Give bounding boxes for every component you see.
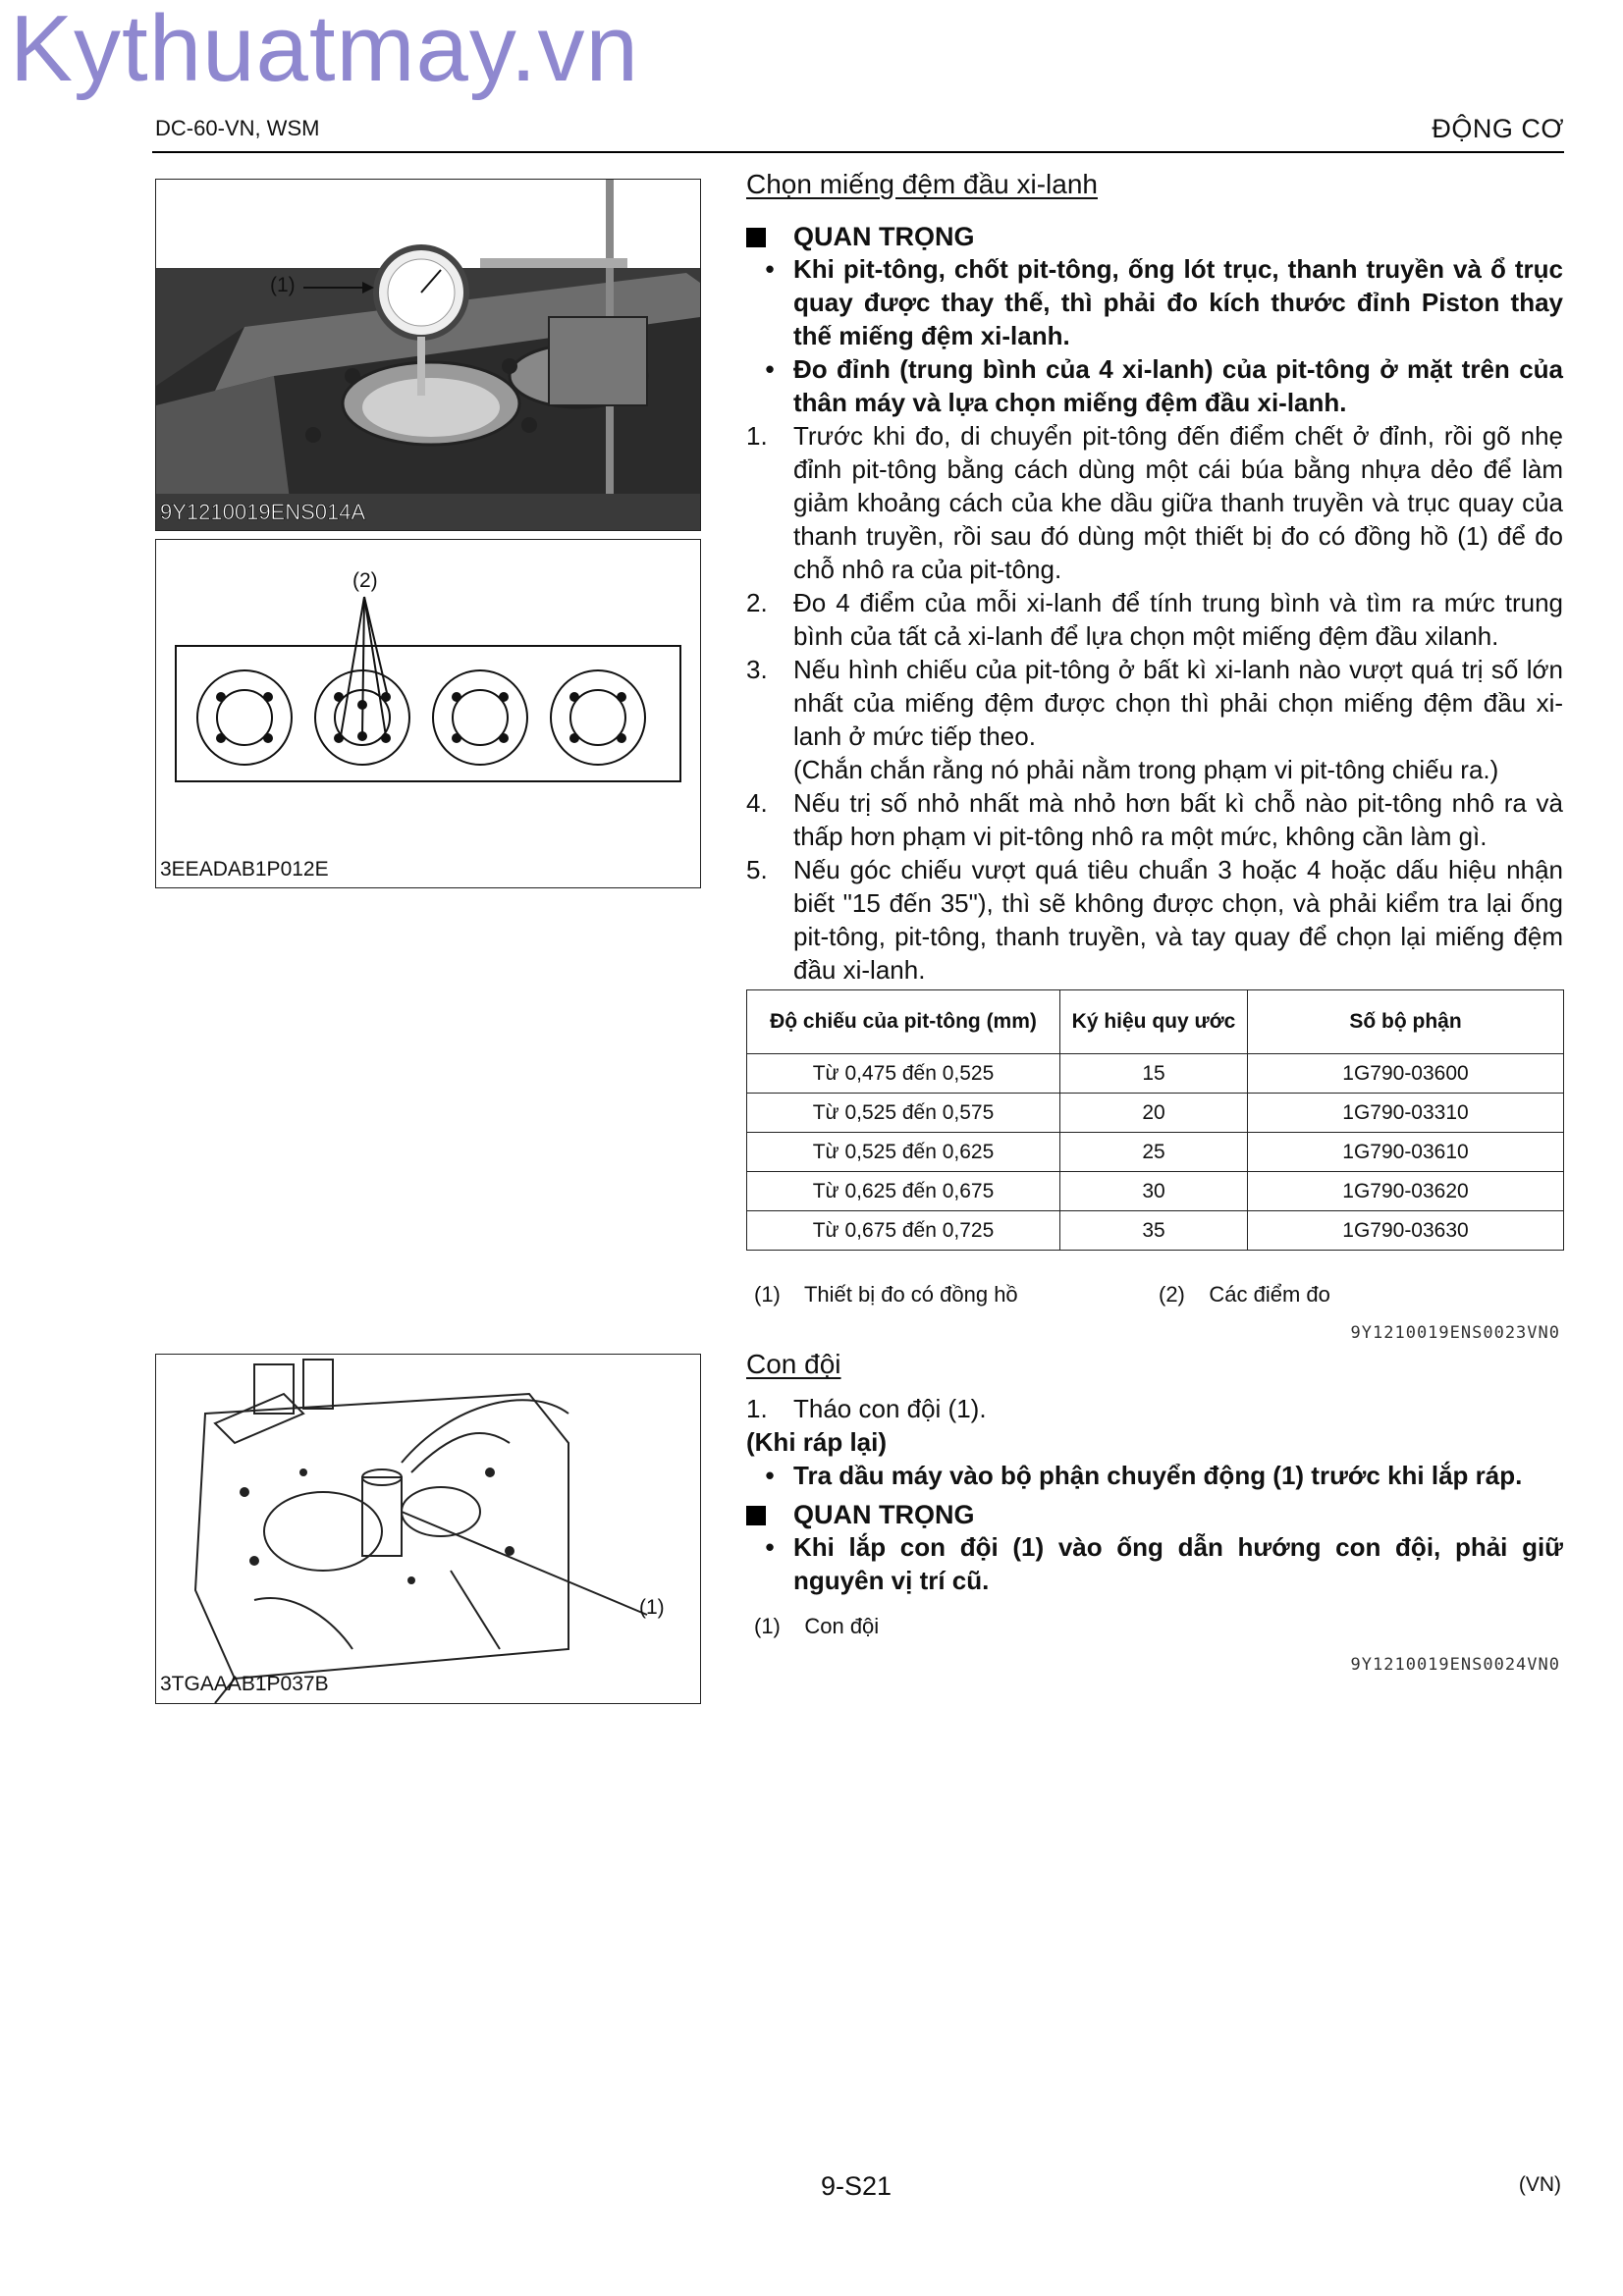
step-text: Đo 4 điểm của mỗi xi-lanh để tính trung bình và tìm ra mức trung bình của tất cả xi-lanh để lựa chọn một miếng đệm đầu xilanh.	[793, 588, 1563, 651]
legend-item	[1159, 1282, 1330, 1308]
table-row	[747, 1133, 1564, 1172]
step-text: Nếu hình chiếu của pit-tông ở bất kì xi-lanh nào vượt quá trị số lớn nhất của miếng đệm được chọn thì phải chọn miếng đệm đầu xi-lanh ở mức tiếp theo.	[793, 655, 1563, 751]
cell-part-number: 1G790-03600	[1248, 1054, 1564, 1094]
dial-gauge-illustration	[156, 180, 700, 530]
cell-code: 25	[1060, 1133, 1248, 1172]
figure-callout-1: (1)	[639, 1596, 665, 1619]
step-item	[746, 853, 1563, 987]
step-number: 3.	[746, 655, 768, 684]
square-bullet-icon	[746, 228, 766, 247]
section1-body	[746, 252, 1563, 987]
section-title-cylinder-head-gasket: Chọn miếng đệm đầu xi-lanh	[746, 169, 1098, 199]
figure-dial-gauge	[155, 179, 701, 531]
step-number: 4.	[746, 788, 768, 818]
step-text: Nếu góc chiếu vượt quá tiêu chuẩn 3 hoặc 4 hoặc dấu hiệu nhận biết "15 đến 35"), thì sẽ không được chọn, và phải kiểm tra lại ống pit-tông, pit-tông, thanh truyền, và tay quay để chọn lại miếng đệm đầu xi-lanh.	[793, 855, 1563, 985]
legend-item	[754, 1282, 1018, 1308]
document-code: 9Y1210019ENS0024VN0	[1350, 1655, 1560, 1675]
figure-callout-2: (2)	[352, 569, 378, 592]
col-header-code: Ký hiệu quy ước	[1060, 990, 1248, 1054]
bullet-dot-icon: •	[765, 1461, 775, 1490]
col-header-part-number: Số bộ phận	[1248, 990, 1564, 1054]
col-header-projection: Độ chiếu của pit-tông (mm)	[747, 990, 1060, 1054]
page-number: 9-S21	[821, 2171, 893, 2201]
legend-number: (2)	[1159, 1282, 1185, 1307]
bullet-text: Tra dầu máy vào bộ phận chuyển động (1) trước khi lắp ráp.	[793, 1461, 1523, 1490]
header-chapter-title: ĐỘNG CƠ	[1432, 114, 1564, 143]
cell-part-number: 1G790-03610	[1248, 1133, 1564, 1172]
step-item	[746, 586, 1563, 653]
figure-measuring-points	[155, 539, 701, 888]
important-bullet	[746, 352, 1563, 419]
legend-text: Thiết bị đo có đồng hồ	[803, 1282, 1018, 1307]
section-title-tappet: Con đội	[746, 1349, 841, 1379]
cell-code: 20	[1060, 1094, 1248, 1133]
section2-important-body	[746, 1530, 1563, 1597]
reassembly-bullet	[746, 1459, 1563, 1492]
bullet-dot-icon: •	[765, 354, 775, 384]
table-row	[747, 1211, 1564, 1251]
figure-callout-1: (1)	[270, 274, 296, 296]
legend-number: (1)	[754, 1282, 781, 1307]
table-row	[747, 1172, 1564, 1211]
step-content	[793, 653, 1563, 786]
legend-text: Các điểm đo	[1209, 1282, 1330, 1307]
cell-projection: Từ 0,625 đến 0,675	[747, 1172, 1060, 1211]
language-code: (VN)	[1518, 2173, 1561, 2196]
step-note: (Chắn chắn rằng nó phải nằm trong phạm vi pit-tông chiếu ra.)	[793, 755, 1499, 784]
document-code: 9Y1210019ENS0023VN0	[1350, 1323, 1560, 1343]
important-bullet	[746, 252, 1563, 352]
step-item	[746, 419, 1563, 586]
important-bullet	[746, 1530, 1563, 1597]
cell-projection: Từ 0,525 đến 0,575	[747, 1094, 1060, 1133]
important-label: QUAN TRỌNG	[793, 222, 975, 251]
step-number: 2.	[746, 588, 768, 617]
bullet-text: Khi pit-tông, chốt pit-tông, ống lót trục, thanh truyền và ổ trục quay được thay thế, thì phải đo kích thước đỉnh Piston thay thế miếng đệm xi-lanh.	[793, 254, 1563, 350]
table-row	[747, 1094, 1564, 1133]
step-item	[746, 786, 1563, 853]
legend-text: Con đội	[804, 1614, 880, 1638]
figure-caption: 3TGAAAB1P037B	[160, 1673, 329, 1695]
figure-caption: 9Y1210019ENS014A	[160, 500, 366, 524]
step-text: Trước khi đo, di chuyển pit-tông đến điểm chết ở đỉnh, rồi gõ nhẹ đỉnh pit-tông bằng cách dùng một cái búa bằng nhựa dẻo để làm giảm khoảng cách của khe dầu giữa thanh truyền và trục quay của thanh truyền, rồi sau đó dùng một thiết bị đo có đồng hồ (1) để đo chỗ nhô ra của pit-tông.	[793, 421, 1563, 584]
step-text: Nếu trị số nhỏ nhất mà nhỏ hơn bất kì chỗ nào pit-tông nhô ra và thấp hơn phạm vi pit-tông nhô ra một mức, không cần làm gì.	[793, 788, 1563, 851]
important-notice	[746, 1500, 1563, 1530]
bullet-text: Khi lắp con đội (1) vào ống dẫn hướng con đội, phải giữ nguyên vị trí cũ.	[793, 1532, 1563, 1595]
legend-number: (1)	[754, 1614, 781, 1638]
table-row	[747, 1054, 1564, 1094]
watermark: Kythuatmay.vn	[10, 0, 639, 101]
cell-code: 35	[1060, 1211, 1248, 1251]
cell-projection: Từ 0,475 đến 0,525	[747, 1054, 1060, 1094]
tappet-illustration	[156, 1355, 700, 1703]
step-number: 1.	[746, 1394, 768, 1423]
cell-part-number: 1G790-03620	[1248, 1172, 1564, 1211]
header-rule	[152, 151, 1564, 153]
table-header-row	[747, 990, 1564, 1054]
bullet-text: Đo đỉnh (trung bình của 4 xi-lanh) của pit-tông ở mặt trên của thân máy và lựa chọn miếng đệm đầu xi-lanh.	[793, 354, 1563, 417]
gasket-selection-table	[746, 989, 1564, 1251]
important-label: QUAN TRỌNG	[793, 1500, 975, 1529]
step-text: Tháo con đội (1).	[793, 1394, 987, 1423]
figure-tappet	[155, 1354, 701, 1704]
legend-item	[754, 1614, 879, 1639]
cell-part-number: 1G790-03630	[1248, 1211, 1564, 1251]
square-bullet-icon	[746, 1506, 766, 1525]
important-notice	[746, 222, 1563, 252]
bullet-dot-icon: •	[765, 254, 775, 284]
cell-part-number: 1G790-03310	[1248, 1094, 1564, 1133]
reassembly-label: (Khi ráp lại)	[746, 1427, 888, 1457]
step-item	[746, 653, 1563, 786]
section2-body	[746, 1392, 1563, 1492]
step-number: 1.	[746, 421, 768, 451]
cell-code: 15	[1060, 1054, 1248, 1094]
cylinder-diagram	[156, 540, 700, 887]
figure-caption: 3EEADAB1P012E	[160, 858, 329, 881]
cell-projection: Từ 0,675 đến 0,725	[747, 1211, 1060, 1251]
header-manual-code: DC-60-VN, WSM	[155, 116, 320, 140]
cell-code: 30	[1060, 1172, 1248, 1211]
step-item	[746, 1392, 1563, 1425]
bullet-dot-icon: •	[765, 1532, 775, 1562]
step-number: 5.	[746, 855, 768, 884]
cell-projection: Từ 0,525 đến 0,625	[747, 1133, 1060, 1172]
